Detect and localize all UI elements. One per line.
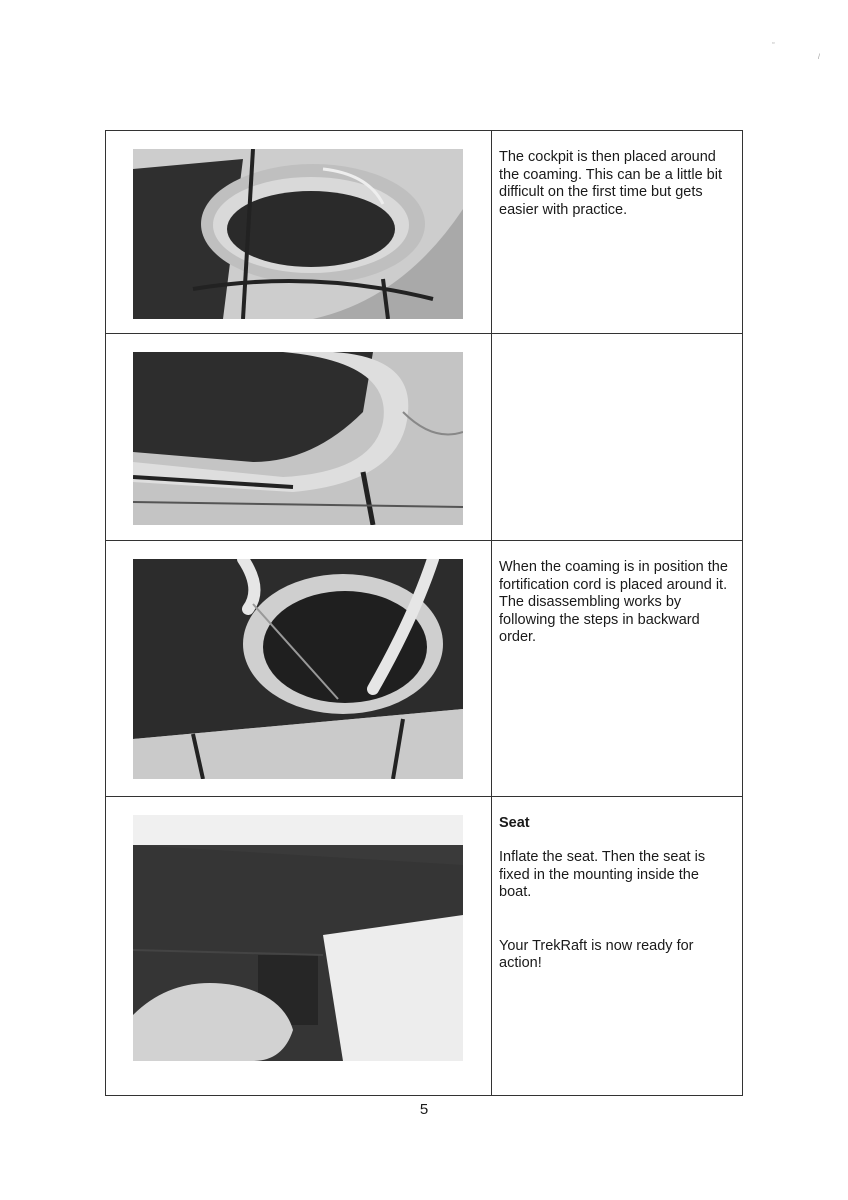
- image-cell: [106, 541, 492, 796]
- image-cell: [106, 334, 492, 541]
- instruction-text: The cockpit is then placed around the coaming. This can be a little bit difficult on the first time but gets easier with practice.: [499, 149, 722, 218]
- text-cell: [492, 541, 743, 796]
- ready-note: Your TrekRaft is now ready for action!: [499, 937, 694, 972]
- image-cell: [106, 796, 492, 1095]
- cockpit-coaming-photo: [133, 149, 463, 319]
- table-row: [106, 131, 743, 334]
- image-cell: [106, 131, 492, 334]
- table-row: [106, 334, 743, 541]
- seat-mounting-photo: [133, 815, 463, 1061]
- instruction-text: Inflate the seat. Then the seat is fixed in the mounting inside the boat.: [499, 849, 706, 901]
- scan-speck: /: [818, 54, 820, 61]
- coaming-fitting-photo: [133, 352, 463, 525]
- section-heading: Seat: [499, 814, 530, 831]
- table-row: [106, 796, 743, 1095]
- text-cell: [492, 131, 743, 334]
- instruction-table: [105, 130, 743, 1096]
- fortification-cord-photo: [133, 559, 463, 779]
- scan-speck: ▫: [772, 40, 775, 47]
- text-cell: [492, 334, 743, 541]
- text-cell: [492, 796, 743, 1095]
- instruction-text: When the coaming is in position the fortification cord is placed around it. The disassembling works by following the steps in backward order.: [499, 559, 728, 646]
- table-row: [106, 541, 743, 796]
- page-number: 5: [419, 1101, 429, 1118]
